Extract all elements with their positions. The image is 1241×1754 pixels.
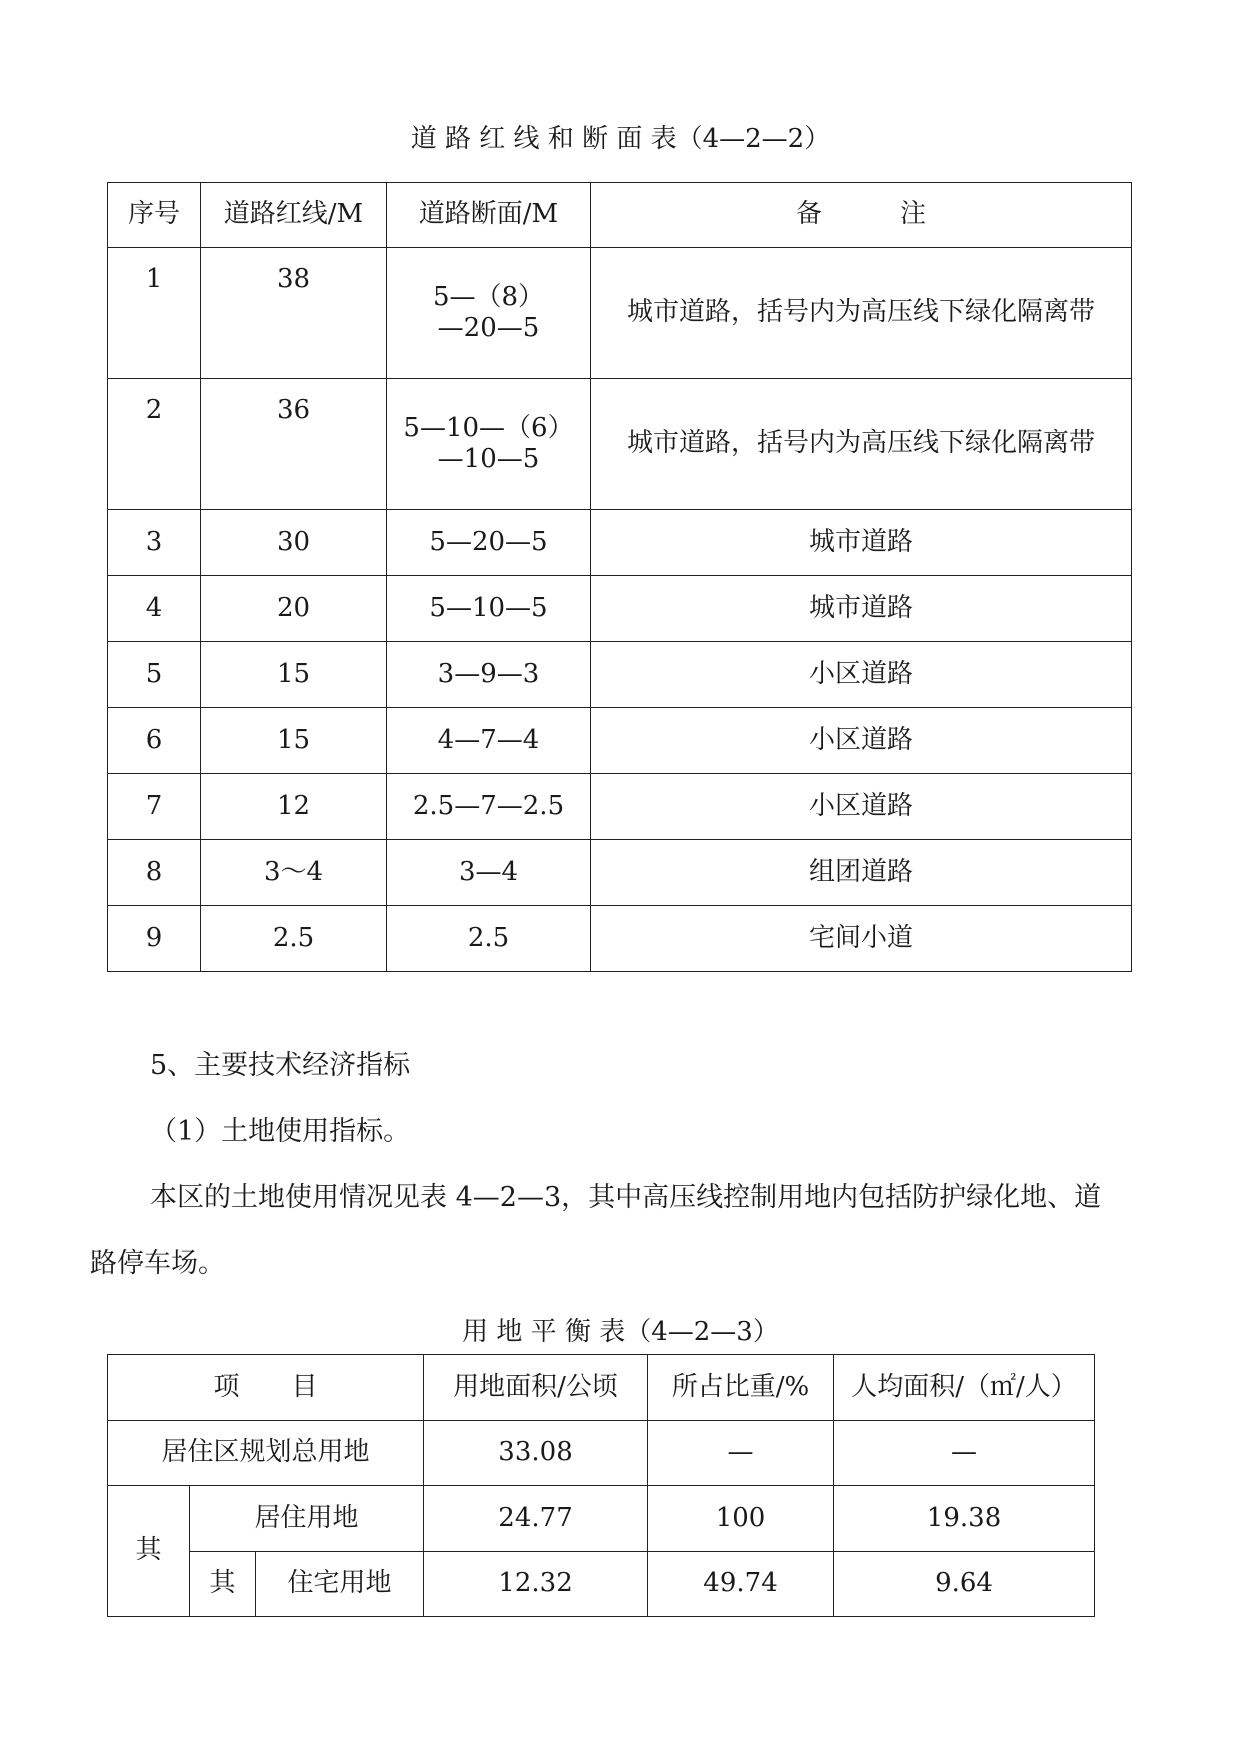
cell-area: 12.32 <box>424 1552 648 1617</box>
cell-area: 33.08 <box>424 1421 648 1486</box>
cell-section: 2.5—7—2.5 <box>387 774 591 840</box>
table-row <box>108 510 1132 576</box>
cell-item: 住宅用地 <box>256 1552 424 1617</box>
cell-no: 2 <box>108 379 201 510</box>
cell-note: 宅间小道 <box>591 906 1132 972</box>
cell-no: 4 <box>108 576 201 642</box>
section-heading: 5、主要技术经济指标 <box>150 1050 411 1081</box>
paragraph-line-2: 路停车场。 <box>90 1248 225 1279</box>
cell-section: 3—4 <box>387 840 591 906</box>
cell-section <box>387 248 591 379</box>
header-per-capita: 人均面积/（㎡/人） <box>834 1355 1095 1421</box>
section-line-1: 5—10—（6） <box>403 412 574 443</box>
table-row <box>108 1486 1095 1552</box>
cell-note: 城市道路，括号内为高压线下绿化隔离带 <box>591 248 1132 379</box>
table-row <box>108 708 1132 774</box>
cell-ratio: 100 <box>648 1486 834 1552</box>
cell-area: 24.77 <box>424 1486 648 1552</box>
cell-per-capita: 19.38 <box>834 1486 1095 1552</box>
cell-no: 5 <box>108 642 201 708</box>
table-header-row <box>108 183 1132 248</box>
subsection-heading: （1）土地使用指标。 <box>150 1116 411 1147</box>
cell-red-line: 2.5 <box>201 906 387 972</box>
cell-red-line: 15 <box>201 708 387 774</box>
cell-per-capita: — <box>834 1421 1095 1486</box>
cell-group-label: 其 <box>108 1486 190 1617</box>
land-balance-table-caption: 用 地 平 衡 表（4—2—3） <box>462 1317 779 1347</box>
cell-sub-group-label: 其 <box>190 1552 256 1617</box>
cell-ratio: 49.74 <box>648 1552 834 1617</box>
section-line-2: —10—5 <box>437 444 540 474</box>
cell-red-line: 15 <box>201 642 387 708</box>
cell-note: 城市道路 <box>591 576 1132 642</box>
cell-red-line: 20 <box>201 576 387 642</box>
cell-section: 2.5 <box>387 906 591 972</box>
paragraph-line-1: 本区的土地使用情况见表 4—2—3，其中高压线控制用地内包括防护绿化地、道 <box>150 1182 1102 1213</box>
table-row <box>108 642 1132 708</box>
cell-note: 小区道路 <box>591 642 1132 708</box>
cell-red-line: 36 <box>201 379 387 510</box>
table-row <box>108 774 1132 840</box>
cell-note: 小区道路 <box>591 708 1132 774</box>
section-line-1: 5—（8） <box>432 281 545 312</box>
header-item: 项 目 <box>108 1355 424 1421</box>
cell-no: 3 <box>108 510 201 576</box>
land-balance-table <box>107 1354 1095 1617</box>
cell-ratio: — <box>648 1421 834 1486</box>
cell-no: 9 <box>108 906 201 972</box>
header-ratio: 所占比重/% <box>648 1355 834 1421</box>
cell-note: 城市道路，括号内为高压线下绿化隔离带 <box>591 379 1132 510</box>
cell-red-line: 38 <box>201 248 387 379</box>
cell-section: 3—9—3 <box>387 642 591 708</box>
table-row <box>108 248 1132 379</box>
table-row <box>108 906 1132 972</box>
cell-item: 居住用地 <box>190 1486 424 1552</box>
cell-red-line: 30 <box>201 510 387 576</box>
table-row <box>108 1421 1095 1486</box>
table-row <box>108 840 1132 906</box>
cell-red-line: 12 <box>201 774 387 840</box>
section-line-2: —20—5 <box>437 313 540 343</box>
road-table-caption: 道 路 红 线 和 断 面 表（4—2—2） <box>410 124 831 154</box>
header-red-line: 道路红线/M <box>201 183 387 248</box>
header-section: 道路断面/M <box>387 183 591 248</box>
cell-item: 居住区规划总用地 <box>108 1421 424 1486</box>
road-section-table <box>107 182 1132 972</box>
table-row <box>108 1552 1095 1617</box>
cell-note: 小区道路 <box>591 774 1132 840</box>
header-note: 备 注 <box>591 183 1132 248</box>
cell-no: 6 <box>108 708 201 774</box>
cell-no: 8 <box>108 840 201 906</box>
header-no: 序号 <box>108 183 201 248</box>
cell-section: 4—7—4 <box>387 708 591 774</box>
header-area: 用地面积/公顷 <box>424 1355 648 1421</box>
cell-red-line: 3～4 <box>201 840 387 906</box>
table-row <box>108 576 1132 642</box>
cell-section: 5—20—5 <box>387 510 591 576</box>
cell-note: 城市道路 <box>591 510 1132 576</box>
cell-no: 1 <box>108 248 201 379</box>
cell-per-capita: 9.64 <box>834 1552 1095 1617</box>
cell-note: 组团道路 <box>591 840 1132 906</box>
table-row <box>108 379 1132 510</box>
table-header-row <box>108 1355 1095 1421</box>
cell-no: 7 <box>108 774 201 840</box>
cell-section <box>387 379 591 510</box>
cell-section: 5—10—5 <box>387 576 591 642</box>
